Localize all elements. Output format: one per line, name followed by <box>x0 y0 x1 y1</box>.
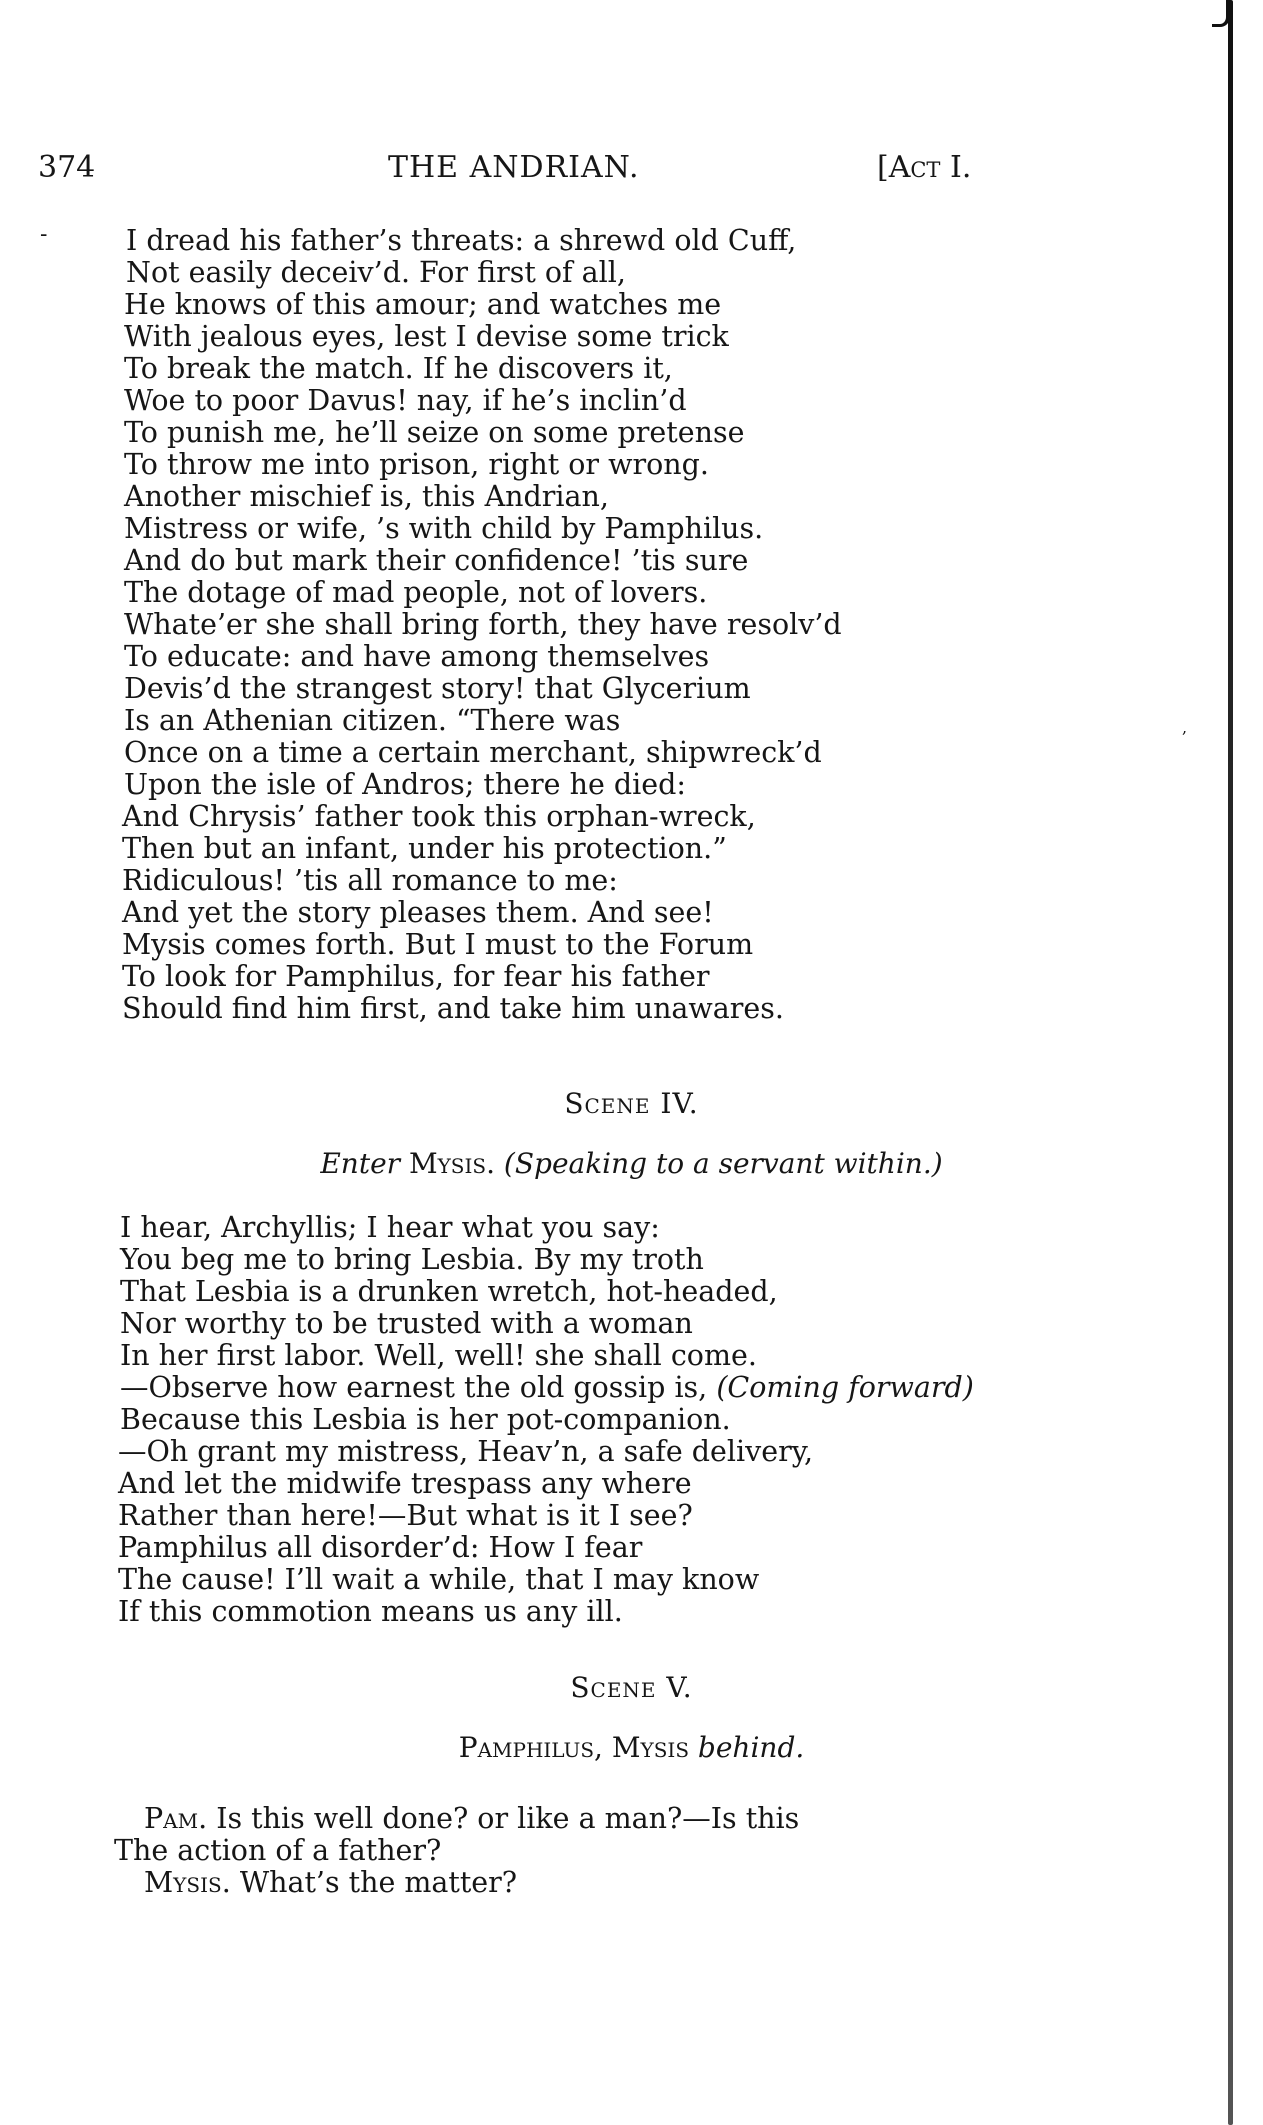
verse-line: Whate’er she shall bring forth, they have resolv’d <box>124 608 842 641</box>
verse-line: I hear, Archyllis; I hear what you say: <box>120 1211 660 1244</box>
verse-line: I dread his father’s threats: a shrewd old Cuff, <box>126 224 797 257</box>
speech-text: Is this well done? or like a man?—Is this <box>216 1802 800 1835</box>
page-header <box>0 150 1263 190</box>
verse-line: Mistress or wife, ’s with child by Pamphilus. <box>124 512 764 545</box>
verse-line: Ridiculous! ’tis all romance to me: <box>122 864 618 897</box>
verse-line: The cause! I’ll wait a while, that I may know <box>118 1563 760 1596</box>
stage-direction-character: Mysis. <box>408 1147 496 1180</box>
verse-line: Then but an infant, under his protection.” <box>122 832 727 865</box>
verse-line: Woe to poor Davus! nay, if he’s inclin’d <box>124 384 687 417</box>
dialogue-line <box>144 1803 799 1835</box>
scene-heading-v: Scene V. <box>570 1671 693 1704</box>
running-title: THE ANDRIAN. <box>388 150 640 185</box>
margin-stray-mark: , <box>1182 718 1188 737</box>
verse-line: Pamphilus all disorder’d: How I fear <box>118 1531 643 1564</box>
verse-line: With jealous eyes, lest I devise some trick <box>124 320 729 353</box>
verse-line: To break the match. If he discovers it, <box>124 352 673 385</box>
verse-line: The dotage of mad people, not of lovers. <box>124 576 708 609</box>
verse-line: And Chrysis’ father took this orphan-wreck, <box>122 800 756 833</box>
stage-direction-note: (Speaking to a servant within.) <box>503 1147 943 1180</box>
stage-direction-scene-iv <box>0 1148 1263 1180</box>
verse-line: That Lesbia is a drunken wretch, hot-headed, <box>120 1275 778 1308</box>
verse-line: To punish me, he’ll seize on some pretense <box>124 416 745 449</box>
speaker-name: Mysis. <box>144 1866 231 1899</box>
stage-direction-note: behind. <box>697 1731 805 1764</box>
verse-line: If this commotion means us any ill. <box>118 1595 623 1628</box>
verse-line: Should find him first, and take him unawares. <box>122 992 784 1025</box>
verse-line: And yet the story pleases them. And see! <box>122 896 714 929</box>
verse-line: Upon the isle of Andros; there he died: <box>124 768 686 801</box>
stage-direction-enter: Enter <box>320 1147 401 1180</box>
verse-line: Because this Lesbia is her pot-companion. <box>120 1403 731 1436</box>
speech-text: What’s the matter? <box>239 1866 518 1899</box>
verse-line: Another mischief is, this Andrian, <box>124 480 609 513</box>
page-number: 374 <box>38 150 96 185</box>
verse-line: Not easily deceiv’d. For first of all, <box>126 256 626 289</box>
verse-line: And do but mark their confidence! ’tis sure <box>124 544 749 577</box>
verse-line: He knows of this amour; and watches me <box>124 288 722 321</box>
dialogue-line <box>144 1867 517 1899</box>
speaker-name: Pam. <box>144 1802 208 1835</box>
verse-line: Devis’d the strangest story! that Glycerium <box>124 672 751 705</box>
verse-line: —Oh grant my mistress, Heav’n, a safe delivery, <box>118 1435 814 1468</box>
scene-heading-iv: Scene IV. <box>564 1087 699 1120</box>
verse-line: You beg me to bring Lesbia. By my troth <box>120 1243 704 1276</box>
aside-direction: (Coming forward) <box>716 1371 974 1404</box>
verse-line: Mysis comes forth. But I must to the Forum <box>122 928 754 961</box>
margin-dash-mark: - <box>40 222 48 247</box>
verse-line: Once on a time a certain merchant, shipwreck’d <box>124 736 822 769</box>
verse-line: Is an Athenian citizen. “There was <box>124 704 621 737</box>
verse-line: In her first labor. Well, well! she shall come. <box>120 1339 757 1372</box>
verse-line <box>120 1372 974 1404</box>
dialogue-line <box>114 1835 441 1867</box>
stage-direction-characters: Pamphilus, Mysis <box>458 1731 690 1764</box>
verse-line: To look for Pamphilus, for fear his father <box>122 960 710 993</box>
stage-direction-scene-v <box>0 1732 1263 1764</box>
act-label: [Act I. <box>877 150 972 185</box>
verse-line: To educate: and have among themselves <box>124 640 710 673</box>
verse-line: Nor worthy to be trusted with a woman <box>120 1307 693 1340</box>
verse-line: To throw me into prison, right or wrong. <box>124 448 709 481</box>
verse-line-text: —Observe how earnest the old gossip is, <box>120 1371 708 1404</box>
verse-line: And let the midwife trespass any where <box>118 1467 692 1500</box>
speech-text: The action of a father? <box>114 1834 442 1867</box>
verse-line: Rather than here!—But what is it I see? <box>118 1499 693 1532</box>
page-edge-rule <box>1228 0 1233 2125</box>
